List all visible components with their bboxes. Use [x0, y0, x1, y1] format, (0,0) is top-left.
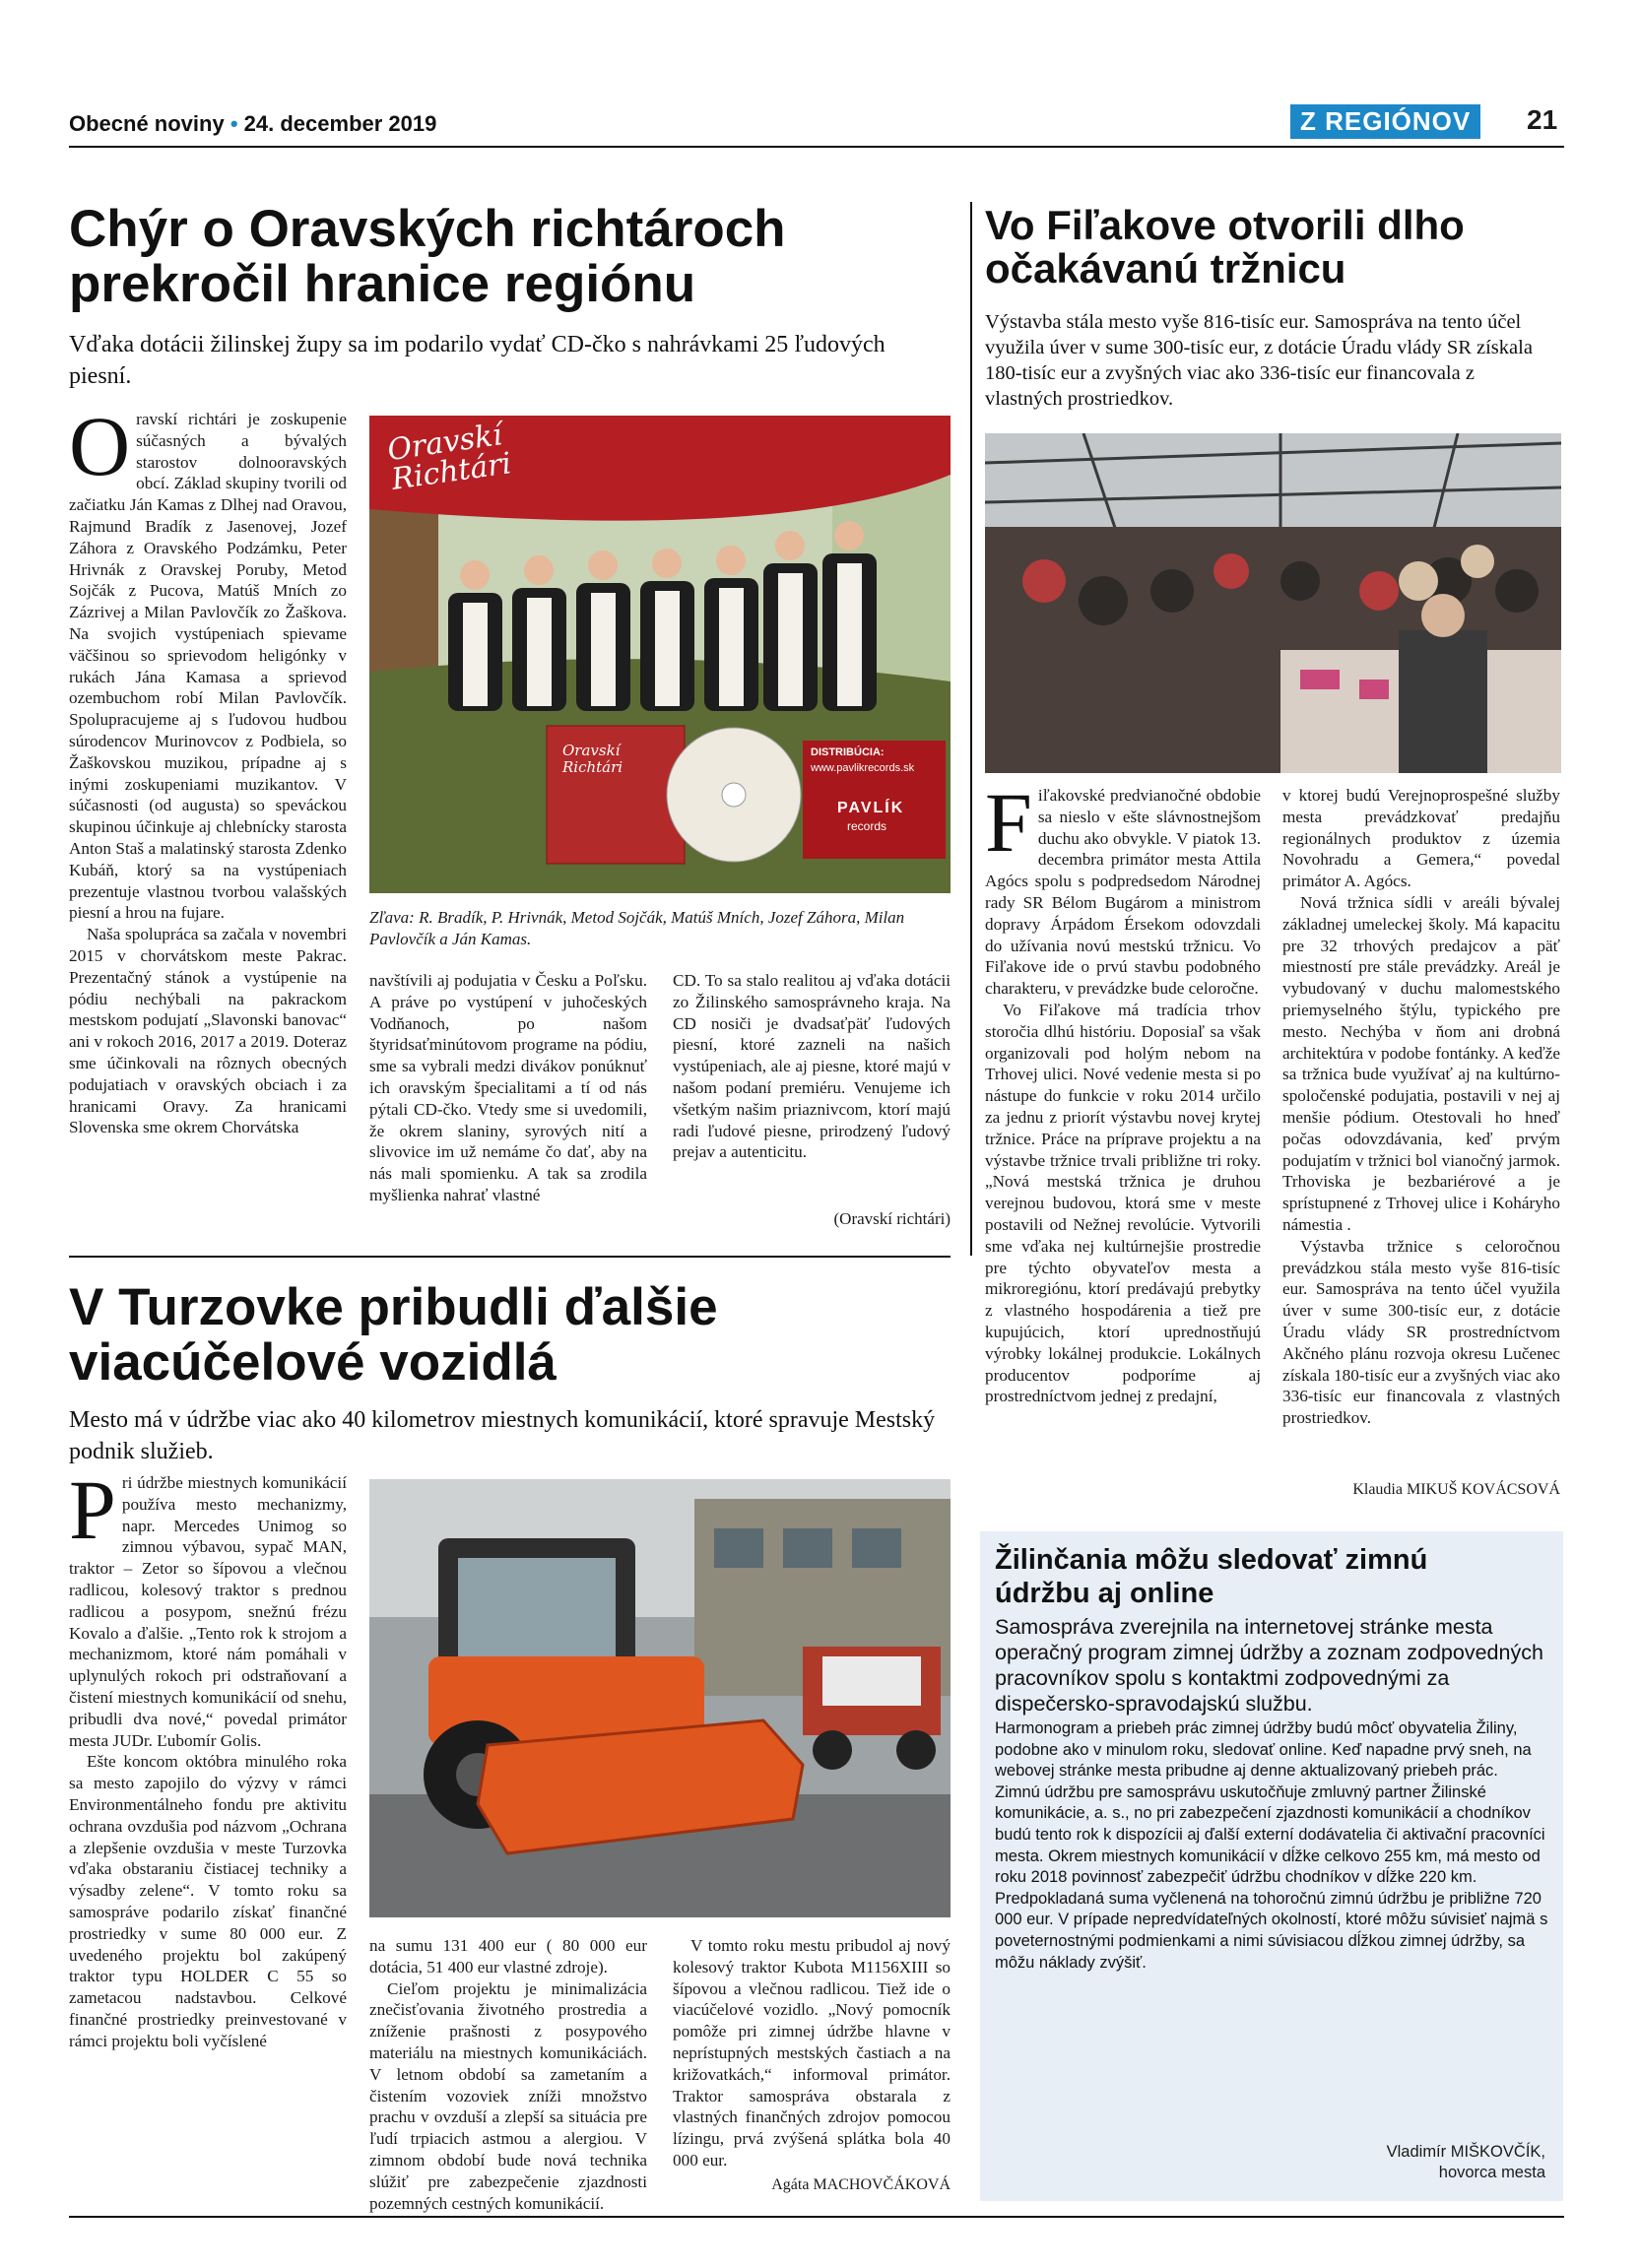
turzovka-signature: Agáta MACHOVČÁKOVÁ	[771, 2176, 951, 2193]
zilina-headline-line1: Žilinčania môžu sledovať zimnú	[995, 1544, 1428, 1576]
filakovo-col1	[985, 775, 1261, 1407]
filakovo-signature: Klaudia MIKUŠ KOVÁCSOVÁ	[1352, 1481, 1560, 1498]
oravski-drop-cap: O	[69, 399, 131, 493]
zilina-p3: Predpokladaná suma vyčlenená na tohoročnú zimnú údržbu je približne 720 000 eur. V prípade nepredvídateľných okolností, ktoré môžu súvisieť najmä s poveternostnými podmienkami a nimi súvisiacou dĺžkou zimnej údržby, sa môžu náklady zvýšiť.	[995, 1889, 1548, 1972]
zilina-body	[995, 1718, 1551, 1974]
turzovka-headline-line1: V Turzovke pribudli ďalšie	[69, 1278, 718, 1336]
market-photo-art	[985, 433, 1561, 773]
oravski-col1	[69, 399, 347, 1138]
zilina-p2: Zimnú údržbu pre samosprávu uskutočňuje zmluvný partner Žilinské komunikácie, a. s., no pri zabezpečení zjazdnosti komunikácií a chodníkov budú tento rok k dispozícii aj ďalší externí dodávatelia či aktivační pracovníci mesta. Okrem miestnych komunikácií v dĺžke celkovo 255 km, má mesto od roku 2018 povinnosť zabezpečiť údržbu chodníkov v dĺžke 220 km.	[995, 1782, 1545, 1887]
footer-rule	[69, 2216, 1564, 2218]
filakovo-col1-p1: iľakovské predvianočné obdobie sa nieslo v ešte slávnostnejšom duchu ako obvykle. V piatok 13. decembra primátor mesta Attila Agócs spolu s podpredsedom Národnej rady SR Bélom Bugárom a ministrom dopravy Árpádom Érsekom odovzdali do užívania novú mestskú tržnicu. Vo Fiľakove ide o prvú stavbu podobného charakteru, v prevádzke bude celoročne.	[985, 786, 1261, 999]
label-brand: PAVLÍK	[837, 800, 905, 816]
paper-name: Obecné noviny	[69, 111, 225, 136]
section-tag: Z REGIÓNOV	[1290, 104, 1480, 139]
filakovo-drop-cap: F	[985, 775, 1032, 870]
turzovka-col2	[369, 1935, 647, 2214]
filakovo-photo	[985, 433, 1561, 773]
turzovka-col3	[673, 1935, 951, 2171]
turzovka-headline-line2: viacúčelové vozidlá	[69, 1332, 557, 1392]
oravski-headline-line2: prekročil hranice regiónu	[69, 254, 696, 313]
oravski-lead: Vďaka dotácii žilinskej župy sa im podarilo vydať CD-čko s nahrávkami 25 ľudových piesní.	[69, 332, 886, 390]
zilina-signature-role: hovorca mesta	[1438, 2164, 1545, 2181]
issue-date: 24. december 2019	[243, 111, 437, 136]
filakovo-col2	[1282, 785, 1560, 1429]
filakovo-col2-p1: v ktorej budú Verejnoprospešné služby mesta prevádzkovať predajňu regionálnych produktov z územia Novohradu a Gemera,“ povedal primátor A. Agócs.	[1282, 786, 1560, 891]
oravski-col2	[369, 970, 647, 1206]
turzovka-headline	[69, 1280, 955, 1390]
filakovo-lead: Výstavba stála mesto vyše 816-tisíc eur. Samospráva na tento účel využila úver v sume 300-tisíc eur, z dotácie Úradu vlády SR získala 180-tisíc eur a zvyšných viac ako 336-tisíc eur financovala z vlastných prostriedkov.	[985, 311, 1533, 410]
turzovka-col1-p1: ri údržbe miestnych komunikácií používa mesto mechanizmy, napr. Mercedes Unimog so zimnou výbavou, sypač MAN, traktor – Zetor so šípovou a vlečnou radlicou, kolesový traktor s prednou radlicou a posypom, snežnú frézu Kovalo a ďalšie. „Tento rok k strojom a mechanizmom, ktoré nám pomáhali v uplynulých rokoch pri odstraňovaní a čistení miestnych komunikácií od snehu, pribudli dva nové,“ povedal primátor mesta JUDr. Ľubomír Golis.	[69, 1473, 347, 1750]
filakovo-col2-p2: Nová tržnica sídli v areáli bývalej základnej umeleckej školy. Má kapacitu pre 32 trhových predajcov a päť miestností pre stále prevádzky. Areál je vybudovaný v duchu malomestského priemyselného štýlu, typického pre mesto. Nechýba v ňom ani drobná architektúra v podobe fontánky. A keďže sa tržnica bude využívať aj na kultúrno-spoločenské podujatia, postavili v nej aj menšie pódium. Otestovali ho hneď počas odovzdávania, keď prvým podujatím v tržnici bol vianočný jarmok. Trhoviska je bezbariérové a je sprístupnené z Trhovej ulice i Koháryho námestia .	[1282, 892, 1560, 1234]
oravski-bottom-rule	[69, 1256, 951, 1258]
header-rule	[69, 146, 1564, 148]
turzovka-photo	[369, 1479, 951, 1917]
turzovka-drop-cap: P	[69, 1462, 116, 1557]
oravski-col1-p1: ravskí richtári je zoskupenie súčasných a bývalých starostov dolnooravských obcí. Základ skupiny tvorili od začiatku Ján Kamas z Dlhej nad Oravou, Rajmund Bradík z Jasenovej, Jozef Záhora z Oravského Podzámku, Peter Hrivnák z Oravskej Poruby, Metod Sojčák z Pucova, Matúš Mních zo Zázrivej a Milan Pavlovčík zo Žaškova. Na svojich vystúpeniach spievame väčšinou so sprievodom heligónky v rukách Jána Kamasa a sprievod ozembuchom robí Milan Pavlovčík. Spolupracujeme aj s ľudovou hudbou súrodencov Murinovcov z Podbiela, so Žaškovskou muzikou, prípadne aj s inými zoskupeniami muzikantov. V súčasnosti (od augusta) so speváckou skupinou účinkuje aj chlebnícky starosta Anton Staš a malatinský starosta Zdenko Kubáň, ktorý sa na vystúpeniach prezentuje vlastnou tvorbou valašských piesní a hrou na fujare.	[69, 410, 347, 923]
zilina-box	[980, 1531, 1563, 2201]
turzovka-col1-p2: Ešte koncom októbra minulého roka sa mesto zapojilo do výzvy v rámci Environmentálneho fondu pre aktivitu ochrana ovzdušia pod názvom „Ochrana a zlepšenie ovzdušia v meste Turzovka vďaka obstaraniu čistiacej techniky a výsadby zelene“. V tomto roku sa samospráve podarilo získať finančné prostriedky v sume 80 000 eur. Z uvedeného projektu bol zakúpený traktor typu HOLDER C 55 so zametacou nadstavbou. Celkové finančné prostriedky preinvestované v rámci projektu boli vyčíslené	[69, 1752, 347, 2050]
oravski-headline	[69, 202, 955, 311]
oravski-col3	[673, 970, 951, 1163]
zilina-headline	[995, 1543, 1546, 1610]
turzovka-col2-p1: na sumu 131 400 eur ( 80 000 eur dotácia, 51 400 eur vlastné zdroje).	[369, 1936, 647, 1976]
filakovo-col2-p3: Výstavba tržnice s celoročnou prevádzkou stála mesto vyše 816-tisíc eur. Samospráva na tento účel využila úver v sume 300-tisíc eur, z dotácie Úradu vlády SR prostredníctvom Akčného plánu rozvoja okresu Lučenec získala 180-tisíc eur a zvyšných viac ako 336-tisíc eur financovala z vlastných prostriedkov.	[1282, 1236, 1560, 1428]
oravski-signature: (Oravskí richtári)	[833, 1209, 951, 1228]
oravski-headline-line1: Chýr o Oravských richtároch	[69, 200, 786, 258]
label-sub: records	[847, 819, 887, 833]
zilina-signature	[1387, 2142, 1545, 2183]
oravski-col3-text: CD. To sa stalo realitou aj vďaka dotácii zo Žilinského samosprávneho kraja. Na CD nosiči je dvadsaťpäť ľudových piesní, ktoré zazneli na našich vystúpeniach, ale aj piesne, ktoré majú v našom podaní premiéru. Venujeme ich všetkým našim priaznivcom, ktorí majú radi ľudové piesne, prirodzený ľudový prejav a autenticitu.	[673, 971, 951, 1162]
filakovo-headline	[985, 204, 1566, 291]
cd-cover-text: Oravskí Richtári	[562, 742, 623, 776]
turzovka-lead: Mesto má v údržbe viac ako 40 kilometrov miestnych komunikácií, ktoré spravuje Mestský podnik služieb.	[69, 1407, 936, 1465]
zilina-subtitle: Samospráva zverejnila na internetovej stránke mesta operačný program zimnej údržby a zoznam zodpovedných pracovníkov spolu s kontaktmi zodpovednými za dispečersko-spravodajskú službu.	[995, 1615, 1543, 1716]
masthead	[69, 111, 436, 137]
filakovo-headline-line1: Vo Fiľakove otvorili dlho	[985, 202, 1465, 248]
oravski-col2-text: navštívili aj podujatia v Česku a Poľsku. A práve po vystúpení v juhočeských Vodňanoch, po našom štyridsaťminútovom programe na pódiu, sme sa vybrali medzi divákov ponúknuť ich oravským špecialitami a tí od nás pýtali CD-čko. Vtedy sme si uvedomili, že okrem slaniny, syrových nití a slivovice im už nemáme čo dať, aby na nás mali spomienku. A tak sa zrodila myšlienka nahrať vlastné	[369, 971, 647, 1204]
zilina-signature-name: Vladimír MIŠKOVČÍK,	[1386, 2143, 1545, 2161]
oravski-logo-text: Oravskí Richtári	[385, 418, 514, 497]
oravski-caption: Zľava: R. Bradík, P. Hrivnák, Metod Sojčák, Matúš Mních, Jozef Záhora, Milan Pavlovčík a Ján Kamas.	[369, 908, 905, 948]
oravski-photo	[369, 416, 951, 893]
distribution-url: www.pavlikrecords.sk	[811, 762, 915, 774]
column-divider-top	[970, 202, 972, 1256]
filakovo-headline-line2: očakávanú tržnicu	[985, 245, 1346, 292]
distribution-label: DISTRIBÚCIA:	[811, 746, 885, 758]
turzovka-col1	[69, 1462, 347, 2052]
zilina-p1: Harmonogram a priebeh prác zimnej údržby budú môcť obyvatelia Žiliny, podobne ako v minulom roku, sledovať online. Keď napadne prvý sneh, na webovej stránke mesta pribudne aj denne aktualizovaný priebeh prác.	[995, 1719, 1532, 1781]
zilina-headline-line2: údržbu aj online	[995, 1578, 1214, 1609]
page-number: 21	[1527, 104, 1558, 135]
filakovo-col1-p2: Vo Fiľakove má tradícia trhov storočia dlhú históriu. Doposiaľ sa však organizovali pod holým nebom na Trhovej ulici. Nové vedenie mesta si po nástupe do funkcie v roku 2014 určilo za jednu z priorít výstavbu novej krytej tržnice. Práce na príprave projektu a na výstavbe tržnice trvali približne tri roky. „Nová mestská tržnica je druhou verejnou budovou, ktorá sme v meste postavili od Nežnej revolúcie. Vytvorili sme vďaka nej kultúrnejšie prostredie pre týchto obyvateľov mesta a mikroregiónu, ktorí predávajú prebytky z vlastného hospodárenia a tiež pre kupujúcich, ktorí uprednostňujú výrobky lokálnej produkcie. Lokálnych producentov podporíme aj prostredníctvom jednej z predajní,	[985, 1000, 1261, 1406]
masthead-separator: •	[230, 111, 238, 136]
oravski-col1-p2: Naša spolupráca sa začala v novembri 2015 v chorvátskom meste Pakrac. Prezentačný stánok a vystúpenie na pódiu nechýbali na pakrackom mestskom podujatí „Slavonski banovac“ ani v rokoch 2016, 2017 a 2019. Doteraz sme účinkovali na rôznych obecných podujatiach v oravských obciach i za hranicami Oravy. Za hranicami Slovenska sme okrem Chorvátska	[69, 925, 347, 1137]
turzovka-col3-p1: V tomto roku mestu pribudol aj nový kolesový traktor Kubota M1156XIII so šípovou a vlečnou radlicou. Tiež ide o viacúčelové vozidlo. „Nový pomocník pomôže pri zimnej údržbe hlavne v neprístupných mestských častiach a na križovatkách,“ informoval primátor. Traktor samospráva obstarala z vlastných finančných zdrojov pomocou lízingu, prvá zvýšená splátka bola 40 000 eur.	[673, 1936, 951, 2170]
tractor-photo-art	[369, 1479, 951, 1917]
turzovka-col2-p2: Cieľom projektu je minimalizácia znečisťovania životného prostredia a zníženie prašnosti z posypového materiálu na miestnych komunikáciách. V letnom období sa zametaním a čistením vozoviek zníži množstvo prachu v ovzduší a zlepší sa situácia pre ľudí trpiacich astmou a alergiou. V zimnom období bude nová technika slúžiť pre zabezpečenie zjazdnosti pozemných cestných komunikácií.	[369, 1978, 647, 2213]
